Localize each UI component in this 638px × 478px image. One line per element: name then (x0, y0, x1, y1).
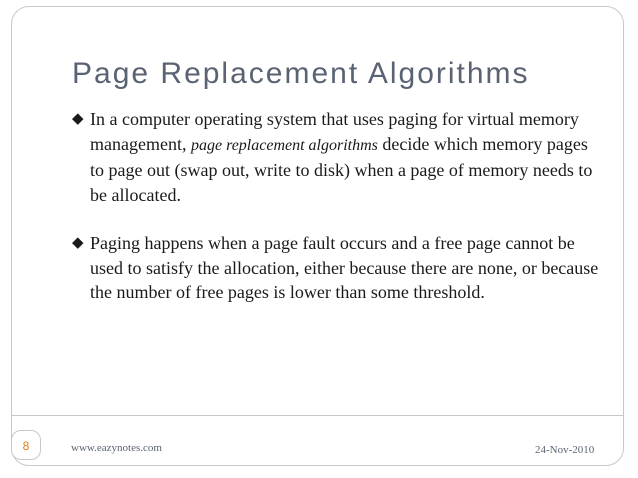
slide-content (72, 107, 602, 329)
bullet-term: page replacement algorithms (190, 136, 378, 154)
footer-website: www.eazynotes.com (71, 442, 162, 454)
bullet-text: Paging happens when a page fault occurs and a free page cannot be used to satisfy the allocation, either because there are none, or because the number of free pages is lower than some threshold. (90, 233, 599, 302)
bullet-text-before: In a computer operating system that uses paging for virtual memory management, (90, 109, 579, 154)
footer-date: 24-Nov-2010 (535, 444, 595, 456)
bullet-item (72, 231, 602, 305)
footer-divider (12, 415, 623, 416)
page-number-badge: 8 (11, 430, 41, 460)
bullet-marker-icon: ◆ (72, 111, 84, 127)
bullet-marker-icon: ◆ (72, 235, 84, 251)
bullet-item (72, 107, 602, 207)
slide-title: Page Replacement Algorithms (72, 57, 530, 90)
bullet-text-after: decide which memory pages to page out (swap out, write to disk) when a page of memory needs to be allocated. (90, 133, 593, 205)
